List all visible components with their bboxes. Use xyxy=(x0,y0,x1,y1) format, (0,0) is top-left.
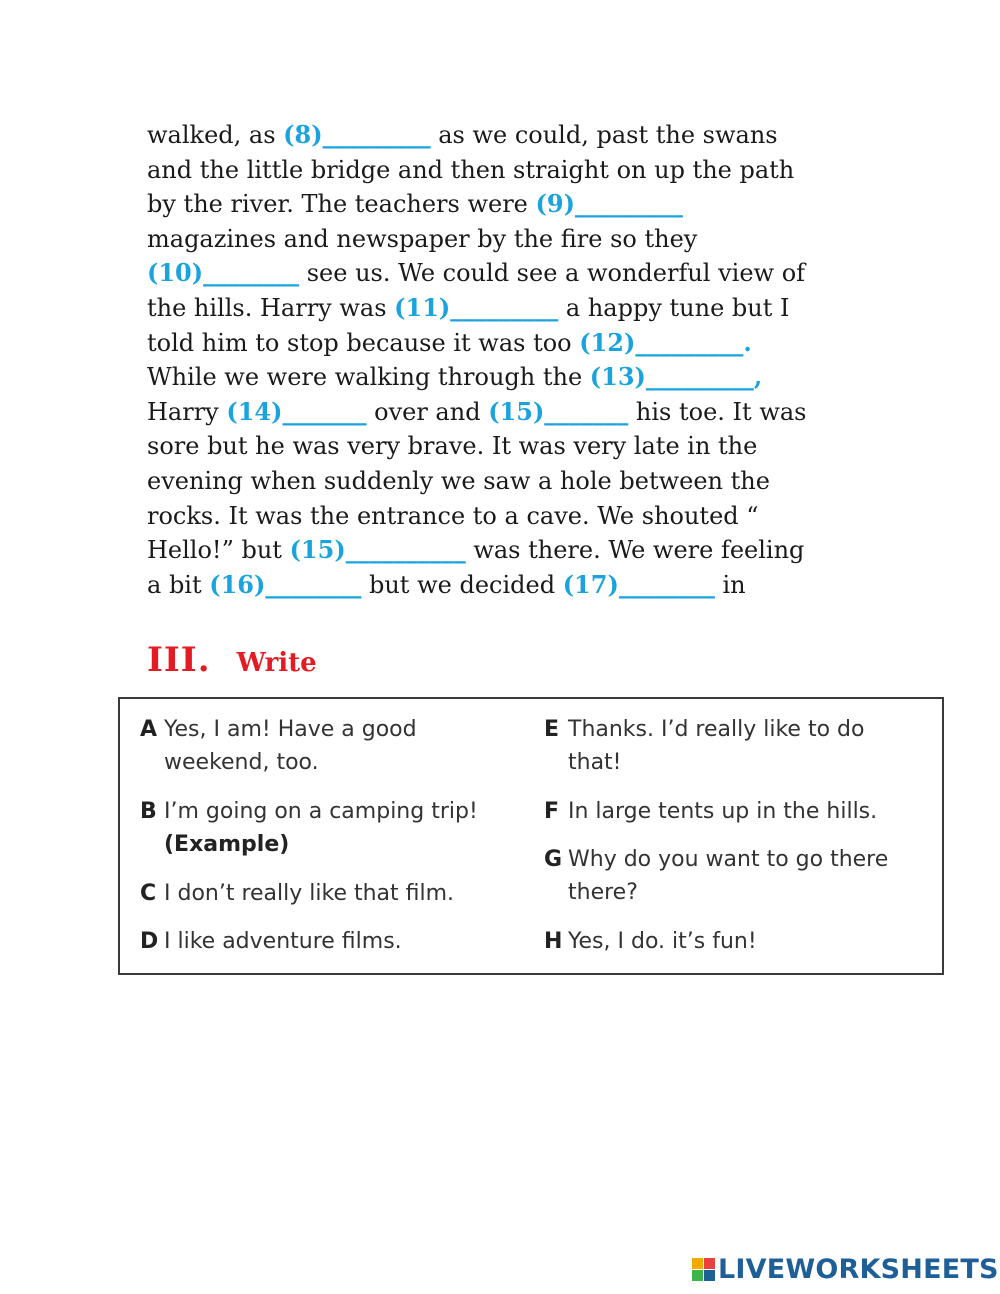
option-text: I don’t really like that film. xyxy=(164,881,455,906)
option-text: I like adventure films. xyxy=(164,929,402,954)
passage-line xyxy=(147,153,907,188)
answer-blank[interactable]: (14)_______ xyxy=(226,396,367,426)
option-c xyxy=(140,877,454,910)
fill-in-passage xyxy=(147,118,907,602)
logo-square-2 xyxy=(704,1258,715,1269)
option-letter: E xyxy=(544,717,560,742)
option-text: Yes, I am! Have a good xyxy=(164,717,417,742)
option-letter: F xyxy=(544,799,560,824)
option-text: that! xyxy=(568,750,622,775)
passage-line xyxy=(147,291,907,326)
passage-text: Harry xyxy=(147,397,227,426)
option-text: weekend, too. xyxy=(164,750,319,775)
answer-blank[interactable]: (12)_________. xyxy=(579,327,752,357)
option-text: Thanks. I’d really like to do xyxy=(568,717,865,742)
option-h xyxy=(544,925,757,958)
logo-square-3 xyxy=(692,1270,703,1281)
answer-blank[interactable]: (11)_________ xyxy=(394,292,559,322)
section-title: Write xyxy=(236,648,317,678)
passage-text: magazines and newspaper by the fire so they xyxy=(147,224,698,253)
option-letter: A xyxy=(140,717,158,742)
passage-text: the hills. Harry was xyxy=(147,293,395,322)
answer-blank[interactable]: (15)_______ xyxy=(488,396,629,426)
answer-blank[interactable]: (17)________ xyxy=(562,569,715,599)
passage-line xyxy=(147,118,907,153)
example-label: (Example) xyxy=(164,832,290,857)
section-heading xyxy=(147,640,317,680)
option-text: there? xyxy=(568,880,638,905)
passage-text: over and xyxy=(366,397,489,426)
option-e xyxy=(544,713,864,779)
answer-blank[interactable]: (8)_________ xyxy=(283,120,431,149)
logo-text: LIVEWORKSHEETS xyxy=(718,1254,999,1285)
passage-text: sore but he was very brave. It was very late in the xyxy=(147,432,758,461)
passage-line xyxy=(147,395,907,430)
passage-line xyxy=(147,499,907,534)
section-number: III. xyxy=(147,640,211,680)
answer-options-box xyxy=(118,697,944,975)
option-f xyxy=(544,795,877,828)
passage-line xyxy=(147,326,907,361)
option-letter: H xyxy=(544,929,563,954)
option-letter: B xyxy=(140,799,157,824)
passage-text: While we were walking through the xyxy=(147,363,590,392)
option-text: I’m going on a camping trip! xyxy=(164,799,478,824)
passage-line xyxy=(147,429,907,464)
option-b xyxy=(140,795,478,861)
passage-line xyxy=(147,360,907,395)
option-letter: D xyxy=(140,929,159,954)
answer-blank[interactable]: (15)__________ xyxy=(289,535,466,565)
passage-text: see us. We could see a wonderful view of xyxy=(299,259,806,288)
passage-text: walked, as xyxy=(147,121,284,149)
passage-text: and the little bridge and then straight on up the path xyxy=(147,155,795,184)
option-d xyxy=(140,925,402,958)
passage-text: Hello!” but xyxy=(147,536,290,565)
option-letter: C xyxy=(140,881,157,906)
passage-text: a happy tune but I xyxy=(558,293,790,322)
option-letter: G xyxy=(544,847,563,872)
option-a xyxy=(140,713,417,779)
passage-line xyxy=(147,464,907,499)
passage-line xyxy=(147,256,907,291)
answer-blank[interactable]: (13)_________, xyxy=(589,362,763,392)
passage-text: by the river. The teachers were xyxy=(147,190,536,219)
passage-text: rocks. It was the entrance to a cave. We shouted “ xyxy=(147,501,759,530)
logo-square-4 xyxy=(704,1270,715,1281)
option-text: In large tents up in the hills. xyxy=(568,799,878,824)
passage-line xyxy=(147,222,907,257)
answer-blank[interactable]: (10)________ xyxy=(147,258,300,288)
passage-text: his toe. It was xyxy=(628,397,807,426)
passage-line xyxy=(147,187,907,222)
passage-line xyxy=(147,533,907,568)
passage-text: in xyxy=(714,570,746,599)
answer-blank[interactable]: (16)________ xyxy=(209,569,362,599)
passage-text: as we could, past the swans xyxy=(430,121,778,149)
liveworksheets-logo[interactable] xyxy=(692,1254,999,1285)
passage-text: told him to stop because it was too xyxy=(147,328,580,357)
passage-text: a bit xyxy=(147,570,210,599)
option-text: Why do you want to go there xyxy=(568,847,889,872)
logo-square-1 xyxy=(692,1258,703,1269)
passage-text: but we decided xyxy=(361,570,563,599)
option-text: Yes, I do. it’s fun! xyxy=(568,929,757,954)
passage-text: was there. We were feeling xyxy=(465,536,805,565)
answer-blank[interactable]: (9)_________ xyxy=(535,189,683,219)
logo-icon xyxy=(692,1258,716,1282)
option-g xyxy=(544,843,888,909)
passage-line xyxy=(147,568,907,603)
passage-text: evening when suddenly we saw a hole between the xyxy=(147,466,770,495)
